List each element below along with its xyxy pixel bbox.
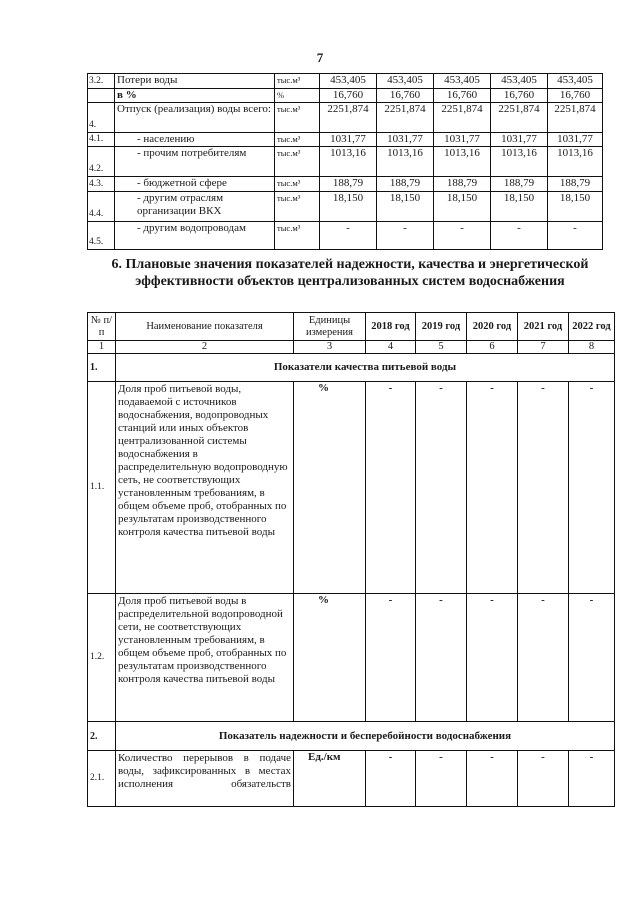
table-row: [88, 594, 615, 722]
table-row: [88, 192, 603, 222]
row-label: в %: [115, 89, 275, 103]
value-cell: -: [416, 751, 467, 807]
table-row: [88, 382, 615, 594]
row-label: Отпуск (реализация) воды всего:: [115, 103, 275, 133]
value-cell: -: [569, 594, 615, 722]
col-number: 3: [294, 341, 366, 354]
header-name: Наименование показателя: [116, 313, 294, 341]
value-cell: 18,150: [320, 192, 377, 222]
value-cell: 453,405: [491, 74, 548, 89]
column-number-row: [88, 341, 615, 354]
value-cell: -: [569, 751, 615, 807]
unit-cell: %: [275, 89, 320, 103]
section-number: 1.: [88, 354, 116, 382]
value-cell: -: [518, 382, 569, 594]
unit-cell: тыс.м³: [275, 222, 320, 250]
header-year: 2022 год: [569, 313, 615, 341]
unit-cell: %: [294, 382, 366, 594]
row-label: - бюджетной сфере: [115, 177, 275, 192]
value-cell: -: [518, 594, 569, 722]
unit-cell: тыс.м³: [275, 133, 320, 147]
value-cell: 18,150: [548, 192, 603, 222]
value-cell: 18,150: [434, 192, 491, 222]
row-number: [88, 89, 115, 103]
section-title: 6. Плановые значения показателей надежности, качества и энергетической эффективности объектов централизованных систем водоснабжения: [111, 257, 589, 289]
table-row: [88, 177, 603, 192]
row-number: 4.2.: [88, 147, 115, 177]
value-cell: 1013,16: [548, 147, 603, 177]
row-number: 4.3.: [88, 177, 115, 192]
table-row: [88, 74, 603, 89]
indicator-name: Количество перерывов в подаче воды, зафиксированных в местах исполнения обязательств: [116, 751, 294, 807]
value-cell: 16,760: [491, 89, 548, 103]
value-cell: 18,150: [491, 192, 548, 222]
value-cell: 1031,77: [434, 133, 491, 147]
value-cell: -: [416, 594, 467, 722]
value-cell: 1013,16: [491, 147, 548, 177]
row-label: - другим отраслям организации ВКХ: [115, 192, 275, 222]
value-cell: -: [467, 751, 518, 807]
col-number: 6: [467, 341, 518, 354]
value-cell: 2251,874: [548, 103, 603, 133]
table-row: [88, 103, 603, 133]
value-cell: 1013,16: [320, 147, 377, 177]
value-cell: -: [366, 751, 416, 807]
unit-cell: %: [294, 594, 366, 722]
row-number: 4.1.: [88, 133, 115, 147]
value-cell: 188,79: [320, 177, 377, 192]
indicator-name: Доля проб питьевой воды в распределительной водопроводной сети, не соответствующих установленным требованиям, в общем объеме проб, отобранных по результатам производственного контроля качества питьевой воды: [116, 594, 294, 722]
row-number: 4.: [88, 103, 115, 133]
section-row: [88, 722, 615, 751]
value-cell: 453,405: [377, 74, 434, 89]
value-cell: -: [548, 222, 603, 250]
value-cell: -: [467, 382, 518, 594]
row-label: - населению: [115, 133, 275, 147]
header-year: 2020 год: [467, 313, 518, 341]
header-year: 2019 год: [416, 313, 467, 341]
value-cell: 16,760: [377, 89, 434, 103]
value-cell: -: [569, 382, 615, 594]
water-balance-table: [87, 73, 603, 250]
unit-cell: тыс.м³: [275, 192, 320, 222]
unit-cell: тыс.м³: [275, 103, 320, 133]
value-cell: 453,405: [548, 74, 603, 89]
value-cell: 2251,874: [434, 103, 491, 133]
value-cell: -: [366, 594, 416, 722]
row-number: 4.5.: [88, 222, 115, 250]
row-number: 1.1.: [88, 382, 116, 594]
page-number: 7: [316, 50, 324, 65]
col-number: 7: [518, 341, 569, 354]
plan-indicators-table: [87, 312, 615, 807]
value-cell: -: [416, 382, 467, 594]
row-number: 1.2.: [88, 594, 116, 722]
col-number: 4: [366, 341, 416, 354]
value-cell: 188,79: [434, 177, 491, 192]
section-number: 2.: [88, 722, 116, 751]
value-cell: 18,150: [377, 192, 434, 222]
value-cell: 188,79: [377, 177, 434, 192]
header-year: 2018 год: [366, 313, 416, 341]
value-cell: 453,405: [434, 74, 491, 89]
value-cell: 188,79: [548, 177, 603, 192]
value-cell: 1013,16: [434, 147, 491, 177]
col-number: 8: [569, 341, 615, 354]
value-cell: 188,79: [491, 177, 548, 192]
indicator-name: Доля проб питьевой воды, подаваемой с источников водоснабжения, водопроводных станций или иных объектов централизованной системы водоснабжения в распределительную водопроводную сеть, не соответствующих установленным требованиям, в общем объеме проб, отобранных по результатам производственного контроля качества питьевой воды: [116, 382, 294, 594]
value-cell: 1013,16: [377, 147, 434, 177]
value-cell: -: [467, 594, 518, 722]
table-row: [88, 751, 615, 807]
value-cell: 2251,874: [320, 103, 377, 133]
header-unit: Единицы измерения: [294, 313, 366, 341]
table-row: [88, 89, 603, 103]
value-cell: 1031,77: [377, 133, 434, 147]
header-row: [88, 313, 615, 341]
table-row: [88, 222, 603, 250]
value-cell: 1031,77: [548, 133, 603, 147]
row-label: Потери воды: [115, 74, 275, 89]
value-cell: -: [377, 222, 434, 250]
value-cell: 2251,874: [377, 103, 434, 133]
row-label: - другим водопроводам: [115, 222, 275, 250]
row-label: - прочим потребителям: [115, 147, 275, 177]
table-row: [88, 133, 603, 147]
unit-cell: тыс.м³: [275, 74, 320, 89]
header-year: 2021 год: [518, 313, 569, 341]
value-cell: 1031,77: [320, 133, 377, 147]
table-row: [88, 147, 603, 177]
section-heading: Показатели качества питьевой воды: [116, 354, 615, 382]
unit-cell: тыс.м³: [275, 177, 320, 192]
value-cell: -: [491, 222, 548, 250]
value-cell: 16,760: [434, 89, 491, 103]
value-cell: -: [518, 751, 569, 807]
value-cell: -: [434, 222, 491, 250]
row-number: 4.4.: [88, 192, 115, 222]
value-cell: 453,405: [320, 74, 377, 89]
section-heading: Показатель надежности и бесперебойности водоснабжения: [116, 722, 615, 751]
header-num: № п/п: [88, 313, 116, 341]
col-number: 2: [116, 341, 294, 354]
value-cell: 16,760: [548, 89, 603, 103]
col-number: 1: [88, 341, 116, 354]
value-cell: -: [366, 382, 416, 594]
value-cell: -: [320, 222, 377, 250]
row-number: 2.1.: [88, 751, 116, 807]
value-cell: 2251,874: [491, 103, 548, 133]
section-row: [88, 354, 615, 382]
col-number: 5: [416, 341, 467, 354]
unit-cell: тыс.м³: [275, 147, 320, 177]
value-cell: 16,760: [320, 89, 377, 103]
value-cell: 1031,77: [491, 133, 548, 147]
row-number: 3.2.: [88, 74, 115, 89]
unit-cell: Ед./км: [294, 751, 366, 807]
